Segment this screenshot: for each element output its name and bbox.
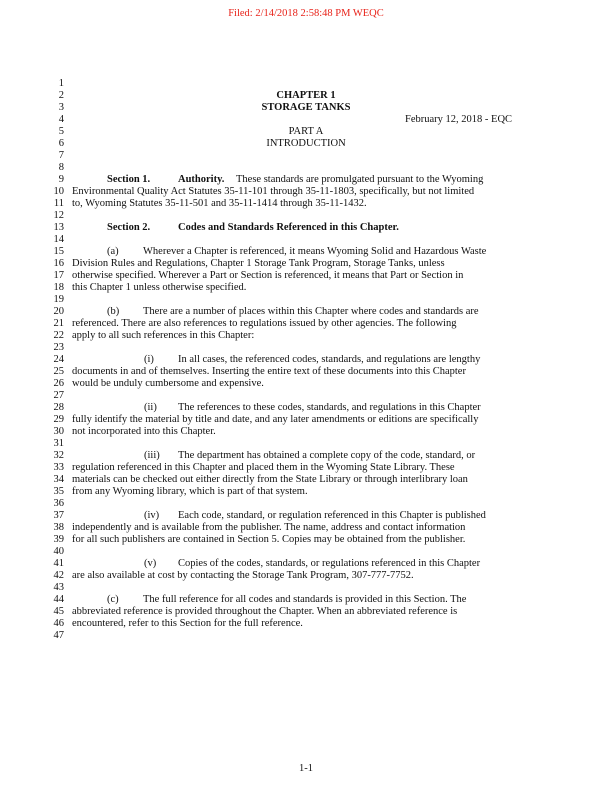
line-number: 39	[53, 534, 64, 545]
line-number: 21	[53, 318, 64, 329]
line-number: 7	[58, 150, 64, 161]
paragraph-text: referenced. There are also references to regulations issued by other agencies. The following	[72, 318, 457, 329]
line-number: 45	[53, 606, 64, 617]
line-number: 30	[53, 426, 64, 437]
line-number: 20	[53, 306, 64, 317]
line-number: 33	[53, 462, 64, 473]
line-number: 19	[53, 294, 64, 305]
subparagraph-label: (iv)	[144, 510, 160, 521]
line-number: 18	[53, 282, 64, 293]
line-number: 3	[58, 102, 64, 113]
line-number: 24	[53, 354, 64, 365]
section-1-heading: Authority.	[178, 174, 225, 185]
line-number: 41	[53, 558, 64, 569]
line-number: 23	[53, 342, 64, 353]
subparagraph-label: (i)	[144, 354, 154, 365]
line-number: 36	[53, 498, 64, 509]
subparagraph-label: (iii)	[144, 450, 160, 461]
line-number: 25	[53, 366, 64, 377]
line-number: 28	[53, 402, 64, 413]
section-1-text: Environmental Quality Act Statutes 35-11-101 through 35-11-1803, specifically, but not limited	[72, 186, 475, 197]
paragraph-text: Division Rules and Regulations, Chapter 1 Storage Tank Program, Storage Tanks, unless	[72, 258, 445, 269]
subparagraph-label: (v)	[144, 558, 157, 569]
line-number: 9	[58, 174, 64, 185]
line-number: 2	[58, 90, 64, 101]
subparagraph-text: for all such publishers are contained in Section 5. Copies may be obtained from the publisher.	[72, 534, 466, 545]
line-number: 5	[58, 126, 64, 137]
subparagraph-label: (ii)	[144, 402, 157, 413]
paragraph-text: Wherever a Chapter is referenced, it means Wyoming Solid and Hazardous Waste	[143, 246, 487, 257]
section-1-text: to, Wyoming Statutes 35-11-501 and 35-11-1414 through 35-11-1432.	[72, 198, 367, 209]
paragraph-text: abbreviated reference is provided throughout the Chapter. When an abbreviated reference is	[72, 606, 458, 617]
paragraph-text: this Chapter 1 unless otherwise specified.	[72, 282, 247, 293]
line-number: 34	[53, 474, 64, 485]
section-2-heading: Codes and Standards Referenced in this Chapter.	[178, 222, 399, 233]
line-number: 37	[53, 510, 64, 521]
line-number: 47	[53, 630, 64, 641]
line-number: 13	[53, 222, 64, 233]
line-number: 12	[53, 210, 64, 221]
line-number: 14	[53, 234, 64, 245]
paragraph-text: encountered, refer to this Section for the full reference.	[72, 618, 303, 629]
subparagraph-text: independently and is available from the publisher. The name, address and contact information	[72, 522, 466, 533]
line-number: 16	[53, 258, 64, 269]
section-2-number: Section 2.	[107, 222, 151, 233]
page-number: 1-1	[299, 763, 313, 774]
paragraph-text: There are a number of places within this Chapter where codes and standards are	[143, 306, 479, 317]
subparagraph-text: Each code, standard, or regulation referenced in this Chapter is published	[178, 510, 486, 521]
document-date: February 12, 2018 - EQC	[405, 114, 513, 125]
line-number: 35	[53, 486, 64, 497]
subparagraph-text: Copies of the codes, standards, or regulations referenced in this Chapter	[178, 558, 481, 569]
line-number: 44	[53, 594, 64, 605]
subparagraph-text: fully identify the material by title and date, and any later amendments or editions are specifically	[72, 414, 479, 425]
filed-stamp: Filed: 2/14/2018 2:58:48 PM WEQC	[228, 8, 384, 19]
line-number: 40	[53, 546, 64, 557]
chapter-number: CHAPTER 1	[276, 90, 336, 101]
subparagraph-text: are also available at cost by contacting the Storage Tank Program, 307-777-7752.	[72, 570, 414, 581]
line-number: 8	[58, 162, 64, 173]
paragraph-text: apply to all such references in this Chapter:	[72, 330, 255, 341]
subparagraph-text: regulation referenced in this Chapter and placed them in the Wyoming State Library. These	[72, 462, 455, 473]
line-number: 11	[53, 198, 64, 209]
paragraph-text: The full reference for all codes and standards is provided in this Section. The	[143, 594, 467, 605]
subparagraph-text: from any Wyoming library, which is part of that system.	[72, 486, 308, 497]
line-number: 32	[53, 450, 64, 461]
line-number: 46	[53, 618, 64, 629]
line-number: 4	[58, 114, 64, 125]
line-number: 22	[53, 330, 64, 341]
chapter-title: STORAGE TANKS	[261, 102, 351, 113]
subparagraph-text: documents in and of themselves. Inserting the entire text of these documents into this Chapter	[72, 366, 466, 377]
section-1-number: Section 1.	[107, 174, 151, 185]
part-title: INTRODUCTION	[266, 138, 346, 149]
paragraph-label: (c)	[107, 594, 119, 605]
line-number: 43	[53, 582, 64, 593]
line-number: 27	[53, 390, 64, 401]
paragraph-label: (a)	[107, 246, 119, 257]
subparagraph-text: would be unduly cumbersome and expensive.	[72, 378, 264, 389]
line-number: 29	[53, 414, 64, 425]
line-number: 1	[58, 78, 64, 89]
line-number: 15	[53, 246, 64, 257]
line-number: 31	[53, 438, 64, 449]
subparagraph-text: not incorporated into this Chapter.	[72, 426, 216, 437]
line-number: 17	[53, 270, 64, 281]
subparagraph-text: The references to these codes, standards, and regulations in this Chapter	[178, 402, 481, 413]
line-number: 26	[53, 378, 64, 389]
subparagraph-text: materials can be checked out either directly from the State Library or through interlibrary loan	[72, 474, 468, 485]
line-number: 10	[53, 186, 64, 197]
line-number: 42	[53, 570, 64, 581]
subparagraph-text: The department has obtained a complete copy of the code, standard, or	[178, 450, 476, 461]
line-number: 38	[53, 522, 64, 533]
subparagraph-text: In all cases, the referenced codes, standards, and regulations are lengthy	[178, 354, 481, 365]
part-label: PART A	[288, 126, 324, 137]
section-1-text: These standards are promulgated pursuant to the Wyoming	[236, 174, 484, 185]
line-number: 6	[58, 138, 64, 149]
paragraph-label: (b)	[107, 306, 120, 317]
paragraph-text: otherwise specified. Wherever a Part or Section is referenced, it means that Part or Section in	[72, 270, 464, 281]
